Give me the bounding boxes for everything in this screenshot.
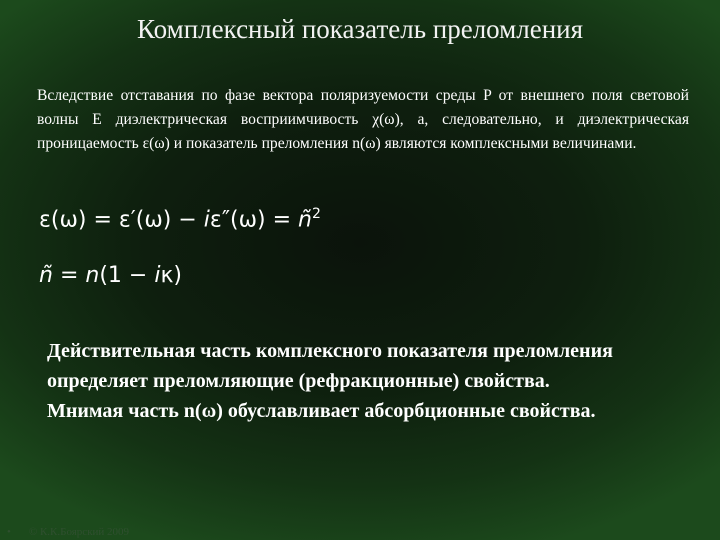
footer-bullet: • <box>7 526 11 538</box>
formula1-lhs: ε(ω) = ε′(ω) − <box>39 207 204 233</box>
formula2-eq: = <box>52 263 86 288</box>
refractive-index-formula <box>39 263 182 288</box>
formula2-close: κ) <box>160 263 183 288</box>
formula1-mid: ε″(ω) = <box>209 207 299 233</box>
slide-title: Комплексный показатель преломления <box>136 14 584 44</box>
formula1-exponent: 2 <box>312 206 321 222</box>
footer <box>7 526 129 538</box>
formula2-imag-unit: i <box>154 263 161 288</box>
formula1-imag-unit: i <box>203 207 210 233</box>
formula1-ntilde: ñ <box>298 207 312 233</box>
formula2-ntilde: ñ <box>39 263 53 288</box>
conclusion-paragraph: Действительная часть комплексного показателя преломления определяет преломляющие (рефракционные) свойства. Мнимая часть n(ω) обуславливает абсорбционные свойства. <box>47 340 613 422</box>
formula2-n: n <box>85 263 100 288</box>
intro-paragraph: Вследствие отставания по фазе вектора поляризуемости среды P от внешнего поля световой волны E диэлектрическая восприимчивость χ(ω), а, следовательно, и диэлектрическая проницаемость ε(ω) и показатель преломления n(ω) являются комплексными величинами. <box>37 87 689 152</box>
permittivity-formula <box>39 206 321 232</box>
footer-copyright: © К.К.Боярский 2009 <box>28 526 130 538</box>
formula2-open: (1 − <box>99 263 155 288</box>
